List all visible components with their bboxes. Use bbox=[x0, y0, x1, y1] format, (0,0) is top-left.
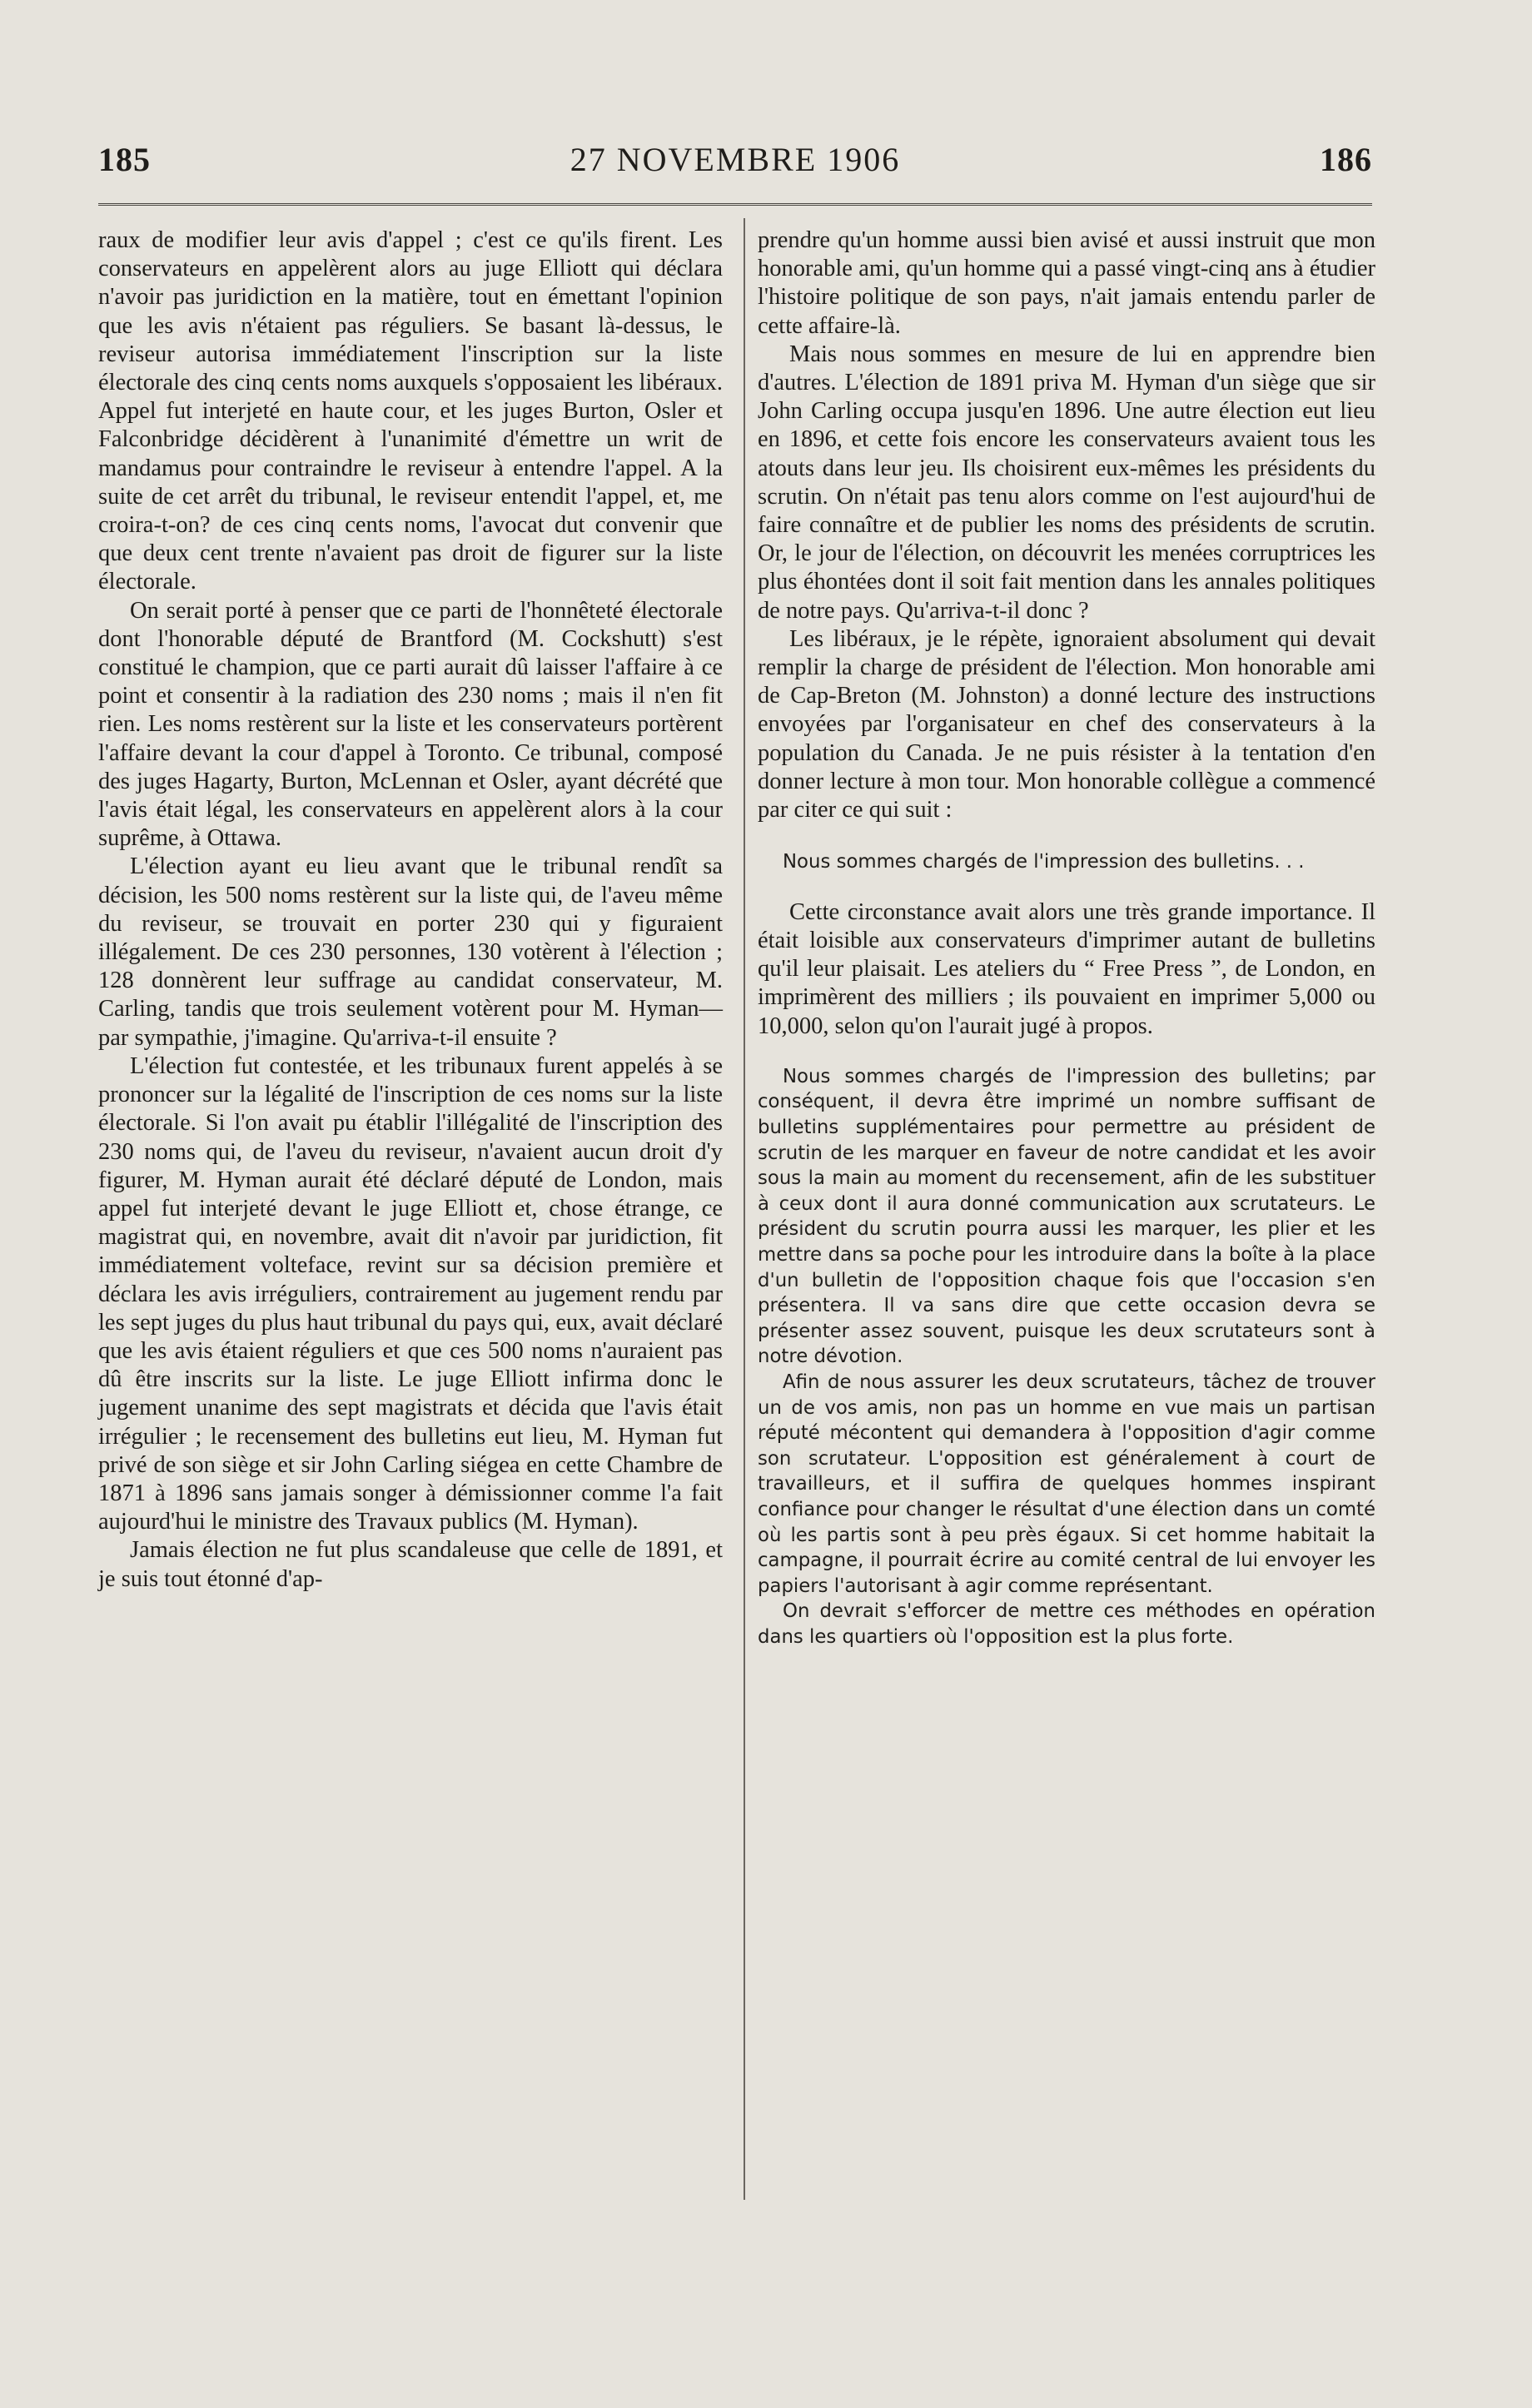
right-page-number: 186 bbox=[1320, 141, 1372, 178]
quotation: Nous sommes chargés de l'impression des bulletins. . . bbox=[783, 851, 1305, 873]
right-column bbox=[758, 226, 1375, 1650]
quotation: Afin de nous assurer les deux scrutateurs, tâchez de trouver un de vos amis, non pas un homme en vue mais un partisan réputé mécontent qui demandera à l'opposition d'agir comme son scrutateur. L'opposition est généralement à court de travailleurs, et il suffira de quelques hommes inspirant confiance pour changer le résultat d'une élection dans un comté où les partis sont à peu près égaux. Si cet homme habitait la campagne, il pourrait écrire au comité central de lui envoyer les papiers l'autorisant à agir comme représentant. bbox=[758, 1371, 1375, 1597]
paragraph: Mais nous sommes en mesure de lui en apprendre bien d'autres. L'élection de 1891 priva M. Hyman d'un siège que sir John Carling occupa jusqu'en 1896. Une autre élection eut lieu en 1896, et cette fois encore les conservateurs avaient tous les atouts dans leur jeu. Ils choisirent eux-mêmes les présidents du scrutin. On n'était pas tenu alors comme on l'est aujourd'hui de faire connaître et de publier les noms des présidents de scrutin. Or, le jour de l'élection, on découvrit les menées corruptrices les plus éhontées dont il soit fait mention dans les annales politiques de notre pays. Qu'arriva-t-il donc ? bbox=[758, 341, 1375, 624]
spacer bbox=[758, 1041, 1375, 1064]
paragraph: Les libéraux, je le répète, ignoraient absolument qui devait remplir la charge de président de l'élection. Mon honorable ami de Cap-Breton (M. Johnston) a donné lecture des instructions envoyées par l'organisateur en chef des conservateurs à la population du Canada. Je ne puis résister à la tentation d'en donner lecture à mon tour. Mon honorable collègue a commencé par citer ce qui suit : bbox=[758, 625, 1375, 823]
paragraph: prendre qu'un homme aussi bien avisé et aussi instruit que mon honorable ami, qu'un homme qui a passé vingt-cinq ans à étudier l'histoire politique de son pays, n'ait jamais entendu parler de cette affaire-là. bbox=[758, 227, 1375, 339]
paragraph: Cette circonstance avait alors une très grande importance. Il était loisible aux conservateurs d'imprimer autant de bulletins qu'il leur plaisait. Les ateliers du “ Free Press ”, de London, en imprimèrent des milliers ; ils pouvaient en imprimer 5,000 ou 10,000, selon qu'on l'aurait jugé à propos. bbox=[758, 898, 1375, 1039]
paragraph: L'élection ayant eu lieu avant que le tribunal rendît sa décision, les 500 noms restèrent sur la liste qui, de l'aveu même du reviseur, se trouvait en porter 230 qui y figuraient illégalement. De ces 230 personnes, 130 votèrent à l'élection ; 128 donnèrent leur suffrage au candidat conservateur, M. Carling, tandis que trois seulement votèrent pour M. Hyman—par sympathie, j'imagine. Qu'arriva-t-il ensuite ? bbox=[98, 853, 723, 1051]
quotation: On devrait s'efforcer de mettre ces méthodes en opération dans les quartiers où l'opposition est la plus forte. bbox=[758, 1600, 1375, 1648]
paragraph: L'élection fut contestée, et les tribunaux furent appelés à se prononcer sur la légalité de l'inscription de ces noms sur la liste électorale. Si l'on avait pu établir l'illégalité de l'inscription des 230 noms qui, de l'aveu du reviseur, n'avaient aucun droit d'y figurer, M. Hyman aurait été déclaré député de London, mais appel fut interjeté devant le juge Elliott et, chose étrange, ce magistrat qui, en novembre, avait dit n'avoir par juridiction, fit immédiatement volteface, revint sur sa décision première et déclara les avis irréguliers, contrairement au jugement rendu par les sept juges du plus haut tribunal du pays qui, eux, avait déclaré que les avis étaient réguliers et que ces 500 noms n'auraient pas dû être inscrits sur la liste. Le juge Elliott infirma donc le jugement unanime des sept magistrats et décida que l'avis était irrégulier ; le recensement des bulletins eut lieu, M. Hyman fut privé de son siège et sir John Carling siégea en cette Chambre de 1871 à 1896 sans jamais songer à démissionner comme l'a fait aujourd'hui le ministre des Travaux publics (M. Hyman). bbox=[98, 1052, 723, 1535]
column-divider bbox=[744, 218, 745, 2200]
left-column bbox=[98, 226, 723, 1594]
paragraph: On serait porté à penser que ce parti de l'honnêteté électorale dont l'honorable député de Brantford (M. Cockshutt) s'est constitué le champion, que ce parti aurait dû laisser l'affaire à ce point et consentir à la radiation des 230 noms ; mais il n'en fit rien. Les noms restèrent sur la liste et les conservateurs portèrent l'affaire devant la cour d'appel à Toronto. Ce tribunal, composé des juges Hagarty, Burton, McLennan et Osler, ayant décrété que l'avis était légal, les conservateurs en appelèrent alors à la cour suprême, à Ottawa. bbox=[98, 597, 723, 852]
paragraph: Jamais élection ne fut plus scandaleuse que celle de 1891, et je suis tout étonné d'ap- bbox=[98, 1537, 723, 1592]
page-date: 27 NOVEMBRE 1906 bbox=[570, 141, 901, 178]
header-rule bbox=[98, 203, 1372, 206]
page-header bbox=[98, 132, 1372, 182]
quotation: Nous sommes chargés de l'impression des bulletins; par conséquent, il devra être imprimé un nombre suffisant de bulletins supplémentaires pour permettre au président de scrutin de les marquer en faveur de notre candidat et les avoir sous la main au moment du recensement, afin de les substituer à ceux dont il aura donné communication aux scrutateurs. Le président du scrutin pourra aussi les marquer, les plier et les mettre dans sa poche pour les introduire dans la boîte à la place d'un bulletin de l'opposition chaque fois que l'occasion s'en présentera. Il va sans dire que cette occasion devra se présenter assez souvent, puisque les deux scrutateurs sont à notre dévotion. bbox=[758, 1065, 1375, 1368]
left-page-number: 185 bbox=[98, 141, 151, 178]
paragraph: raux de modifier leur avis d'appel ; c'est ce qu'ils firent. Les conservateurs en appelèrent alors au juge Elliott qui déclara n'avoir pas juridiction en la matière, tout en émettant l'opinion que les avis n'étaient pas réguliers. Se basant là-dessus, le reviseur autorisa immédiatement l'inscription sur la liste électorale des cinq cents noms auxquels s'opposaient les libéraux. Appel fut interjeté en haute cour, et les juges Burton, Osler et Falconbridge décidèrent à l'unanimité d'émettre un writ de mandamus pour contraindre le reviseur à entendre l'appel. A la suite de cet arrêt du tribunal, le reviseur entendit l'appel, et, me croira-t-on? de ces cinq cents noms, l'avocat dut convenir que que deux cent trente n'avaient pas droit de figurer sur la liste électorale. bbox=[98, 227, 723, 595]
